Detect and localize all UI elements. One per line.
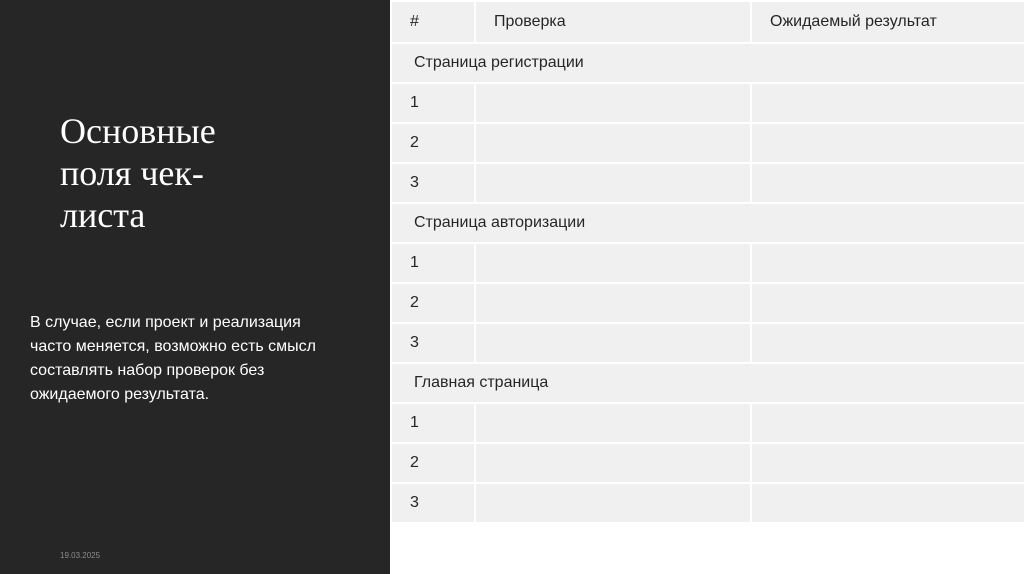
- table-row: [391, 123, 1024, 163]
- header-expected-result: Ожидаемый результат: [751, 1, 1024, 43]
- row-number: 2: [391, 123, 475, 163]
- row-number: 3: [391, 483, 475, 523]
- section-title: Главная страница: [391, 363, 1024, 403]
- table-row: [391, 323, 1024, 363]
- slide-title: Основные поля чек- листа: [60, 111, 216, 235]
- check-cell[interactable]: [475, 443, 751, 483]
- row-number: 3: [391, 323, 475, 363]
- expected-result-cell[interactable]: [751, 123, 1024, 163]
- table-row: [391, 483, 1024, 523]
- section-row-authorization: [391, 203, 1024, 243]
- row-number: 3: [391, 163, 475, 203]
- right-panel: [390, 0, 1024, 574]
- table-row: [391, 163, 1024, 203]
- expected-result-cell[interactable]: [751, 403, 1024, 443]
- table-row: [391, 83, 1024, 123]
- checklist-table: [390, 0, 1024, 524]
- expected-result-cell[interactable]: [751, 483, 1024, 523]
- table-row: [391, 403, 1024, 443]
- check-cell[interactable]: [475, 283, 751, 323]
- row-number: 1: [391, 83, 475, 123]
- row-number: 1: [391, 243, 475, 283]
- expected-result-cell[interactable]: [751, 83, 1024, 123]
- section-title: Страница регистрации: [391, 43, 1024, 83]
- table-row: [391, 443, 1024, 483]
- row-number: 2: [391, 283, 475, 323]
- row-number: 1: [391, 403, 475, 443]
- check-cell[interactable]: [475, 83, 751, 123]
- table-header-row: [391, 1, 1024, 43]
- expected-result-cell[interactable]: [751, 243, 1024, 283]
- expected-result-cell[interactable]: [751, 323, 1024, 363]
- check-cell[interactable]: [475, 123, 751, 163]
- table-row: [391, 243, 1024, 283]
- check-cell[interactable]: [475, 483, 751, 523]
- check-cell[interactable]: [475, 323, 751, 363]
- left-panel: [0, 0, 390, 574]
- expected-result-cell[interactable]: [751, 283, 1024, 323]
- check-cell[interactable]: [475, 163, 751, 203]
- expected-result-cell[interactable]: [751, 443, 1024, 483]
- section-title: Страница авторизации: [391, 203, 1024, 243]
- check-cell[interactable]: [475, 243, 751, 283]
- header-number: #: [391, 1, 475, 43]
- row-number: 2: [391, 443, 475, 483]
- section-row-registration: [391, 43, 1024, 83]
- expected-result-cell[interactable]: [751, 163, 1024, 203]
- slide-body-text: В случае, если проект и реализация часто меняется, возможно есть смысл составлять набор проверок без ожидаемого результата.: [30, 314, 317, 403]
- header-check: Проверка: [475, 1, 751, 43]
- check-cell[interactable]: [475, 403, 751, 443]
- table-row: [391, 283, 1024, 323]
- section-row-main-page: [391, 363, 1024, 403]
- slide-date: 19.03.2025: [60, 551, 101, 560]
